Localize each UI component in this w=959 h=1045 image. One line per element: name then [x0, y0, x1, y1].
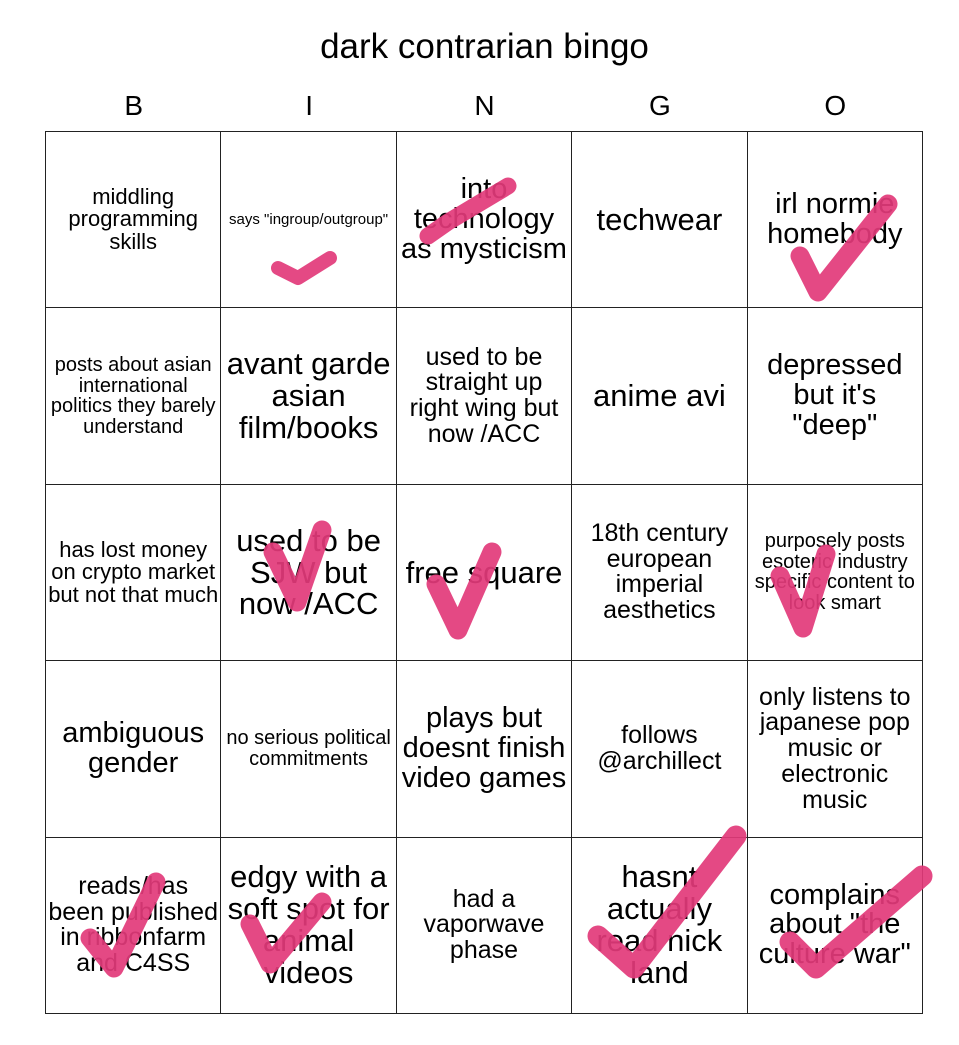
bingo-cell[interactable]: reads/has been published in ribbonfarm and C4SS: [46, 838, 221, 1014]
bingo-title: dark contrarian bingo: [320, 27, 649, 66]
bingo-cell[interactable]: no serious political commitments: [221, 661, 396, 837]
bingo-cell[interactable]: techwear: [572, 132, 747, 308]
bingo-cell[interactable]: depressed but it's "deep": [748, 308, 923, 484]
bingo-cell[interactable]: anime avi: [572, 308, 747, 484]
column-letter-b: B: [124, 90, 144, 121]
bingo-cell[interactable]: irl normie homebody: [748, 132, 923, 308]
bingo-cell[interactable]: has lost money on crypto market but not that much: [46, 485, 221, 661]
bingo-cell[interactable]: plays but doesnt finish video games: [397, 661, 572, 837]
bingo-cell[interactable]: used to be SJW but now /ACC: [221, 485, 396, 661]
bingo-cell[interactable]: edgy with a soft spot for animal videos: [221, 838, 396, 1014]
column-letter-g: G: [649, 90, 671, 121]
bingo-cell[interactable]: 18th century european imperial aesthetics: [572, 485, 747, 661]
column-letter-o: O: [824, 90, 847, 121]
bingo-cell[interactable]: ambiguous gender: [46, 661, 221, 837]
bingo-cell[interactable]: used to be straight up right wing but now /ACC: [397, 308, 572, 484]
bingo-cell[interactable]: had a vaporwave phase: [397, 838, 572, 1014]
bingo-cell[interactable]: hasnt actually read nick land: [572, 838, 747, 1014]
bingo-cell[interactable]: free square: [397, 485, 572, 661]
bingo-cell[interactable]: posts about asian international politics they barely understand: [46, 308, 221, 484]
bingo-cell[interactable]: avant garde asian film/books: [221, 308, 396, 484]
bingo-board: [45, 131, 923, 1014]
bingo-cell[interactable]: purposely posts esoteric industry specific content to look smart: [748, 485, 923, 661]
bingo-cell[interactable]: middling programming skills: [46, 132, 221, 308]
bingo-cell[interactable]: says "ingroup/outgroup": [221, 132, 396, 308]
bingo-cell[interactable]: into technology as mysticism: [397, 132, 572, 308]
bingo-cell[interactable]: only listens to japanese pop music or electronic music: [748, 661, 923, 837]
column-letter-i: I: [305, 90, 313, 121]
bingo-cell[interactable]: complains about "the culture war": [748, 838, 923, 1014]
bingo-column-headers: [46, 84, 923, 128]
column-letter-n: N: [474, 90, 495, 121]
bingo-cell[interactable]: follows @archillect: [572, 661, 747, 837]
